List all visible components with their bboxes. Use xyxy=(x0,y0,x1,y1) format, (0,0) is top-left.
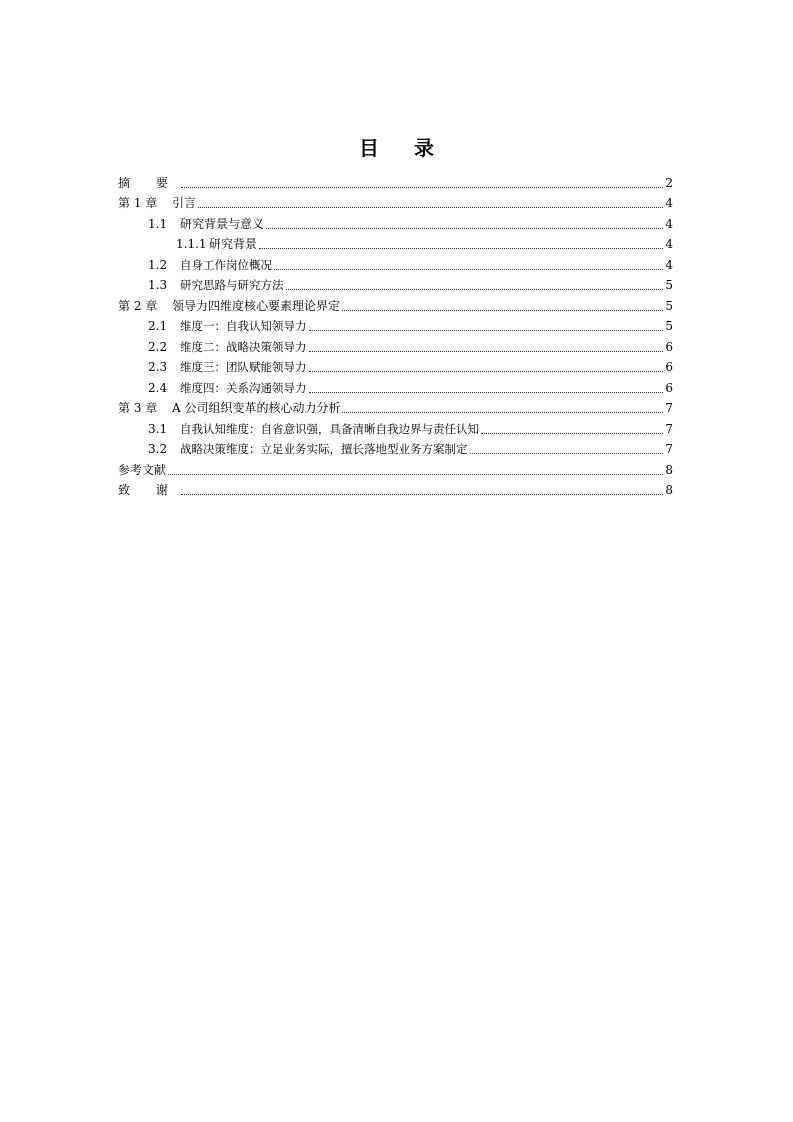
toc-entry-number: 1.3 xyxy=(148,278,168,292)
toc-entry-page: 6 xyxy=(665,339,673,354)
toc-entry-title: 战略决策维度：立足业务实际，擅长落地型业务方案制定 xyxy=(180,442,468,456)
toc-entry-page: 6 xyxy=(665,360,673,374)
toc-entry-number: 3.2 xyxy=(148,442,168,456)
toc-entry-page: 7 xyxy=(665,442,673,456)
toc-entry-section-2-3[interactable] xyxy=(118,355,673,376)
dot-leader xyxy=(168,473,663,475)
dot-leader xyxy=(274,268,663,270)
toc-entry-title: 维度四：关系沟通领导力 xyxy=(180,380,307,395)
toc-entry-title: 引言 xyxy=(172,196,197,210)
toc-entry-number: 2.2 xyxy=(148,339,168,354)
toc-entry-section-3-2[interactable] xyxy=(118,437,673,458)
toc-entry-section-1-1-1[interactable] xyxy=(118,232,673,253)
toc-entry-page: 2 xyxy=(665,175,673,190)
toc-entry-page: 5 xyxy=(665,278,673,292)
dot-leader xyxy=(342,309,663,311)
toc-entry-page: 5 xyxy=(665,298,673,313)
dot-leader xyxy=(481,432,663,434)
toc-entry-chapter-2[interactable] xyxy=(118,293,673,314)
toc-entry-section-2-1[interactable] xyxy=(118,314,673,335)
toc-entry-number: 2.1 xyxy=(148,319,168,333)
dot-leader xyxy=(470,452,664,454)
toc-entry-page: 4 xyxy=(665,237,673,251)
toc-entry-number: 第 1 章 xyxy=(118,196,158,210)
dot-leader xyxy=(198,206,663,208)
dot-leader xyxy=(309,391,664,393)
toc-entry-title: 研究背景与意义 xyxy=(180,216,265,231)
toc-entry-number: 2.3 xyxy=(148,360,168,374)
toc-entry-page: 7 xyxy=(665,401,673,415)
toc-entry-number: 1.1 xyxy=(148,216,168,231)
toc-entry-page: 4 xyxy=(665,196,673,210)
toc-entry-section-1-1[interactable] xyxy=(118,211,673,232)
dot-leader xyxy=(286,288,664,290)
toc-entry-section-2-4[interactable] xyxy=(118,375,673,396)
toc-entry-section-1-3[interactable] xyxy=(118,273,673,294)
dot-leader xyxy=(342,411,663,413)
toc-entry-chapter-3[interactable] xyxy=(118,396,673,417)
toc-entry-page: 4 xyxy=(665,216,673,231)
toc-entry-title: 维度一：自我认知领导力 xyxy=(180,319,307,333)
toc-entry-number: 2.4 xyxy=(148,380,168,395)
toc-title: 目 录 xyxy=(359,136,448,160)
toc-entry-title: 维度三：团队赋能领导力 xyxy=(180,360,307,374)
dot-leader xyxy=(309,350,664,352)
toc-entry-acknowledgements[interactable] xyxy=(118,478,673,499)
dot-leader xyxy=(266,227,663,229)
toc-entry-page: 8 xyxy=(665,462,673,477)
toc-entry-number: 第 2 章 xyxy=(118,298,158,313)
toc-entry-title: 维度二：战略决策领导力 xyxy=(180,339,307,354)
toc-entry-title: 致 谢 xyxy=(118,483,179,497)
toc-entry-title: 领导力四维度核心要素理论界定 xyxy=(172,298,341,313)
toc-entry-title: 自身工作岗位概况 xyxy=(180,257,272,272)
dot-leader xyxy=(181,493,664,495)
toc-entry-abstract[interactable] xyxy=(118,170,673,191)
toc-entry-number: 3.1 xyxy=(148,421,168,436)
dot-leader xyxy=(259,247,663,249)
table-of-contents xyxy=(118,170,673,498)
toc-entry-section-3-1[interactable] xyxy=(118,416,673,437)
toc-entry-title: 参考文献 xyxy=(118,462,167,477)
toc-entry-page: 5 xyxy=(665,319,673,333)
dot-leader xyxy=(309,329,664,331)
toc-entry-page: 7 xyxy=(665,421,673,436)
toc-entry-page: 8 xyxy=(665,483,673,497)
dot-leader xyxy=(309,370,664,372)
toc-entry-number: 1.1.1 xyxy=(176,237,207,251)
toc-entry-page: 6 xyxy=(665,380,673,395)
toc-entry-title: 研究背景 xyxy=(209,237,258,251)
toc-entry-page: 4 xyxy=(665,257,673,272)
toc-entry-title: A 公司组织变革的核心动力分析 xyxy=(172,401,341,415)
toc-entry-title: 研究思路与研究方法 xyxy=(180,278,284,292)
toc-entry-title: 摘 要 xyxy=(118,175,179,190)
toc-entry-title: 自我认知维度：自省意识强，具备清晰自我边界与责任认知 xyxy=(180,421,479,436)
toc-entry-number: 1.2 xyxy=(148,257,168,272)
toc-entry-references[interactable] xyxy=(118,457,673,478)
toc-entry-chapter-1[interactable] xyxy=(118,191,673,212)
dot-leader xyxy=(181,186,664,188)
toc-entry-section-1-2[interactable] xyxy=(118,252,673,273)
toc-entry-number: 第 3 章 xyxy=(118,401,158,415)
toc-entry-section-2-2[interactable] xyxy=(118,334,673,355)
